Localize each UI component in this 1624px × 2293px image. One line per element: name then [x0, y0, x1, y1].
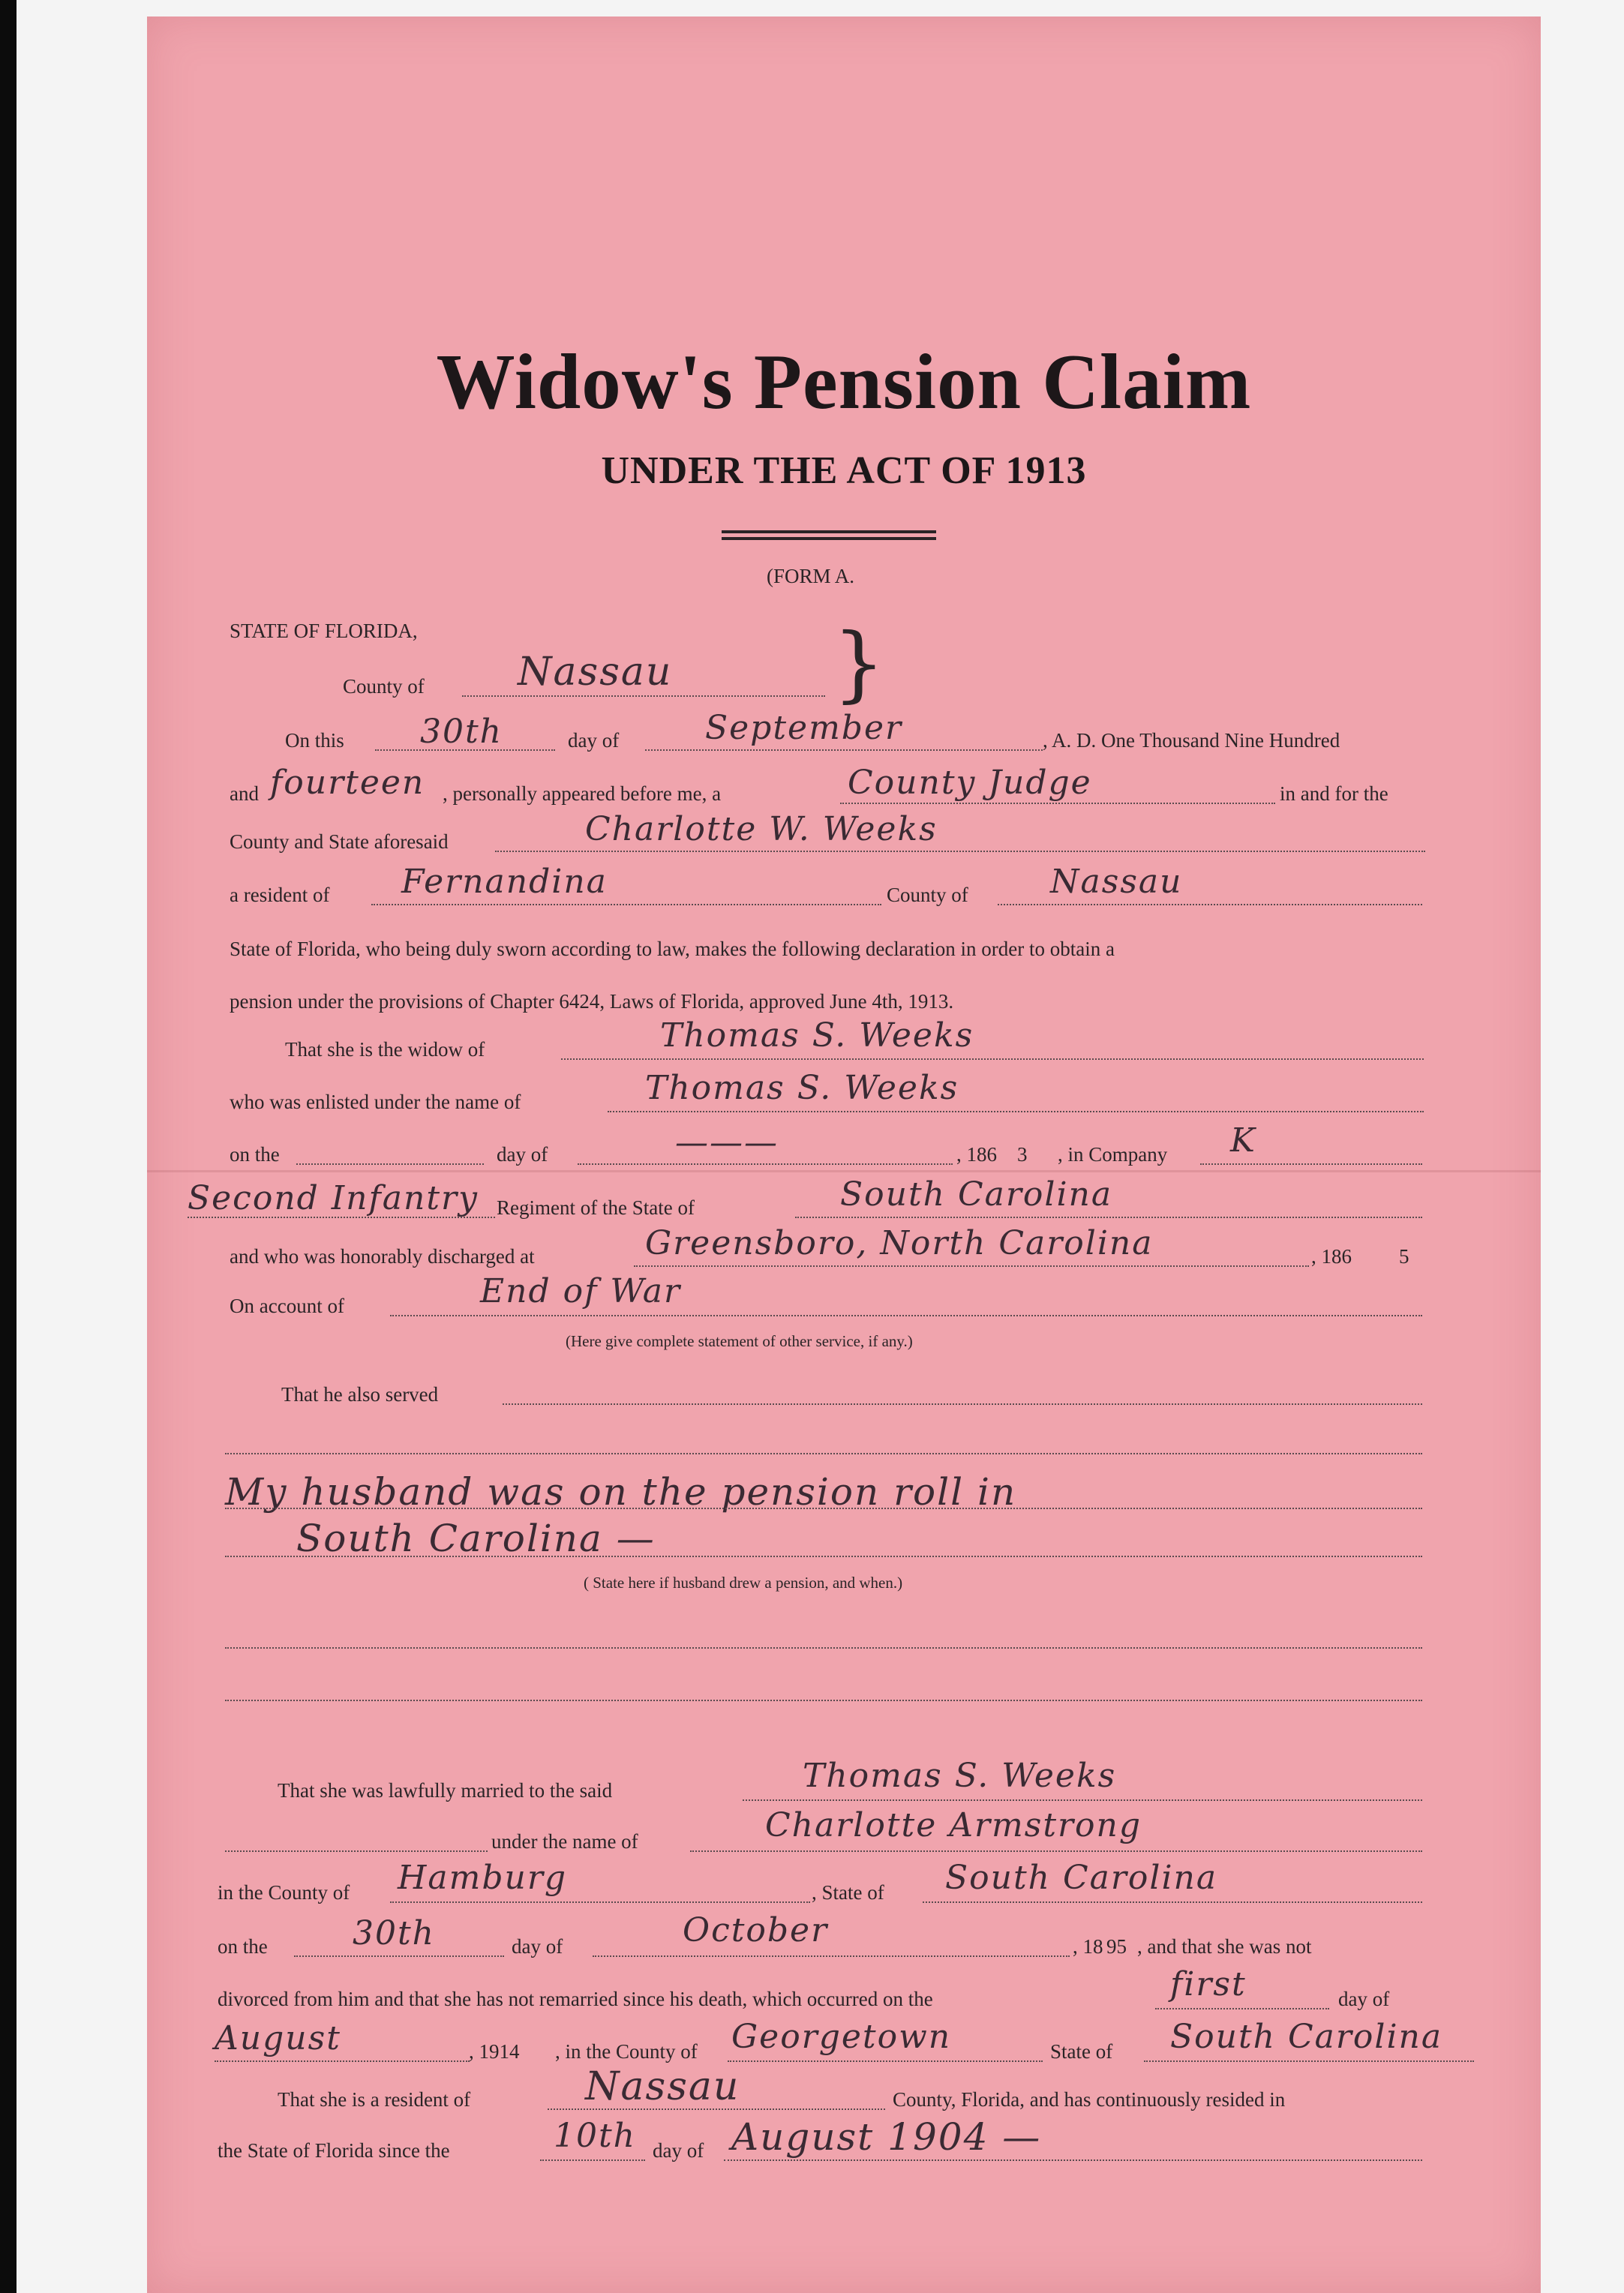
- day-of-label-2: day of: [497, 1143, 548, 1166]
- blank-line-1: [225, 1647, 1422, 1649]
- enlisted-line: [608, 1111, 1424, 1112]
- account-line: [390, 1315, 1422, 1316]
- day-of-label-4: day of: [1338, 1988, 1390, 2010]
- year-186-digit: 3: [1017, 1143, 1028, 1166]
- death-state: South Carolina: [1170, 2018, 1443, 2056]
- county-line: [462, 695, 825, 697]
- name-of-leadin-line: [225, 1850, 488, 1852]
- page-subtitle: UNDER THE ACT OF 1913: [601, 449, 1087, 492]
- form-label: (FORM A.: [767, 565, 855, 587]
- ad-text: , A. D. One Thousand Nine Hundred: [1043, 729, 1340, 752]
- regiment-text: Regiment of the State of: [497, 1196, 695, 1219]
- state-label: STATE OF FLORIDA,: [230, 620, 418, 642]
- county-of-label-3: in the County of: [218, 1881, 350, 1904]
- service-line-2: [225, 1453, 1422, 1454]
- enlist-day-line: [296, 1163, 484, 1165]
- enlisted-value: Thomas S. Weeks: [645, 1069, 959, 1107]
- married-label: That she was lawfully married to the said: [278, 1779, 613, 1802]
- pension-line-1: [225, 1508, 1422, 1509]
- discharge-place: Greensboro, North Carolina: [645, 1224, 1154, 1262]
- year-186-text: , 186: [956, 1143, 997, 1166]
- marriage-month-line: [593, 1955, 1070, 1957]
- day-of-label: day of: [568, 729, 620, 752]
- title-rule-bottom: [722, 537, 936, 540]
- since-date-line: [724, 2159, 1422, 2161]
- also-served-line: [503, 1403, 1422, 1405]
- state-of-label: , State of: [812, 1881, 884, 1904]
- declaration-line-1: State of Florida, who being duly sworn according to law, makes the following declaration in order to obtain a: [230, 938, 1115, 960]
- resident-county: Nassau: [585, 2064, 740, 2109]
- married-line: [743, 1799, 1422, 1801]
- county-label: County of: [343, 675, 425, 698]
- death-month-line: [215, 2060, 470, 2062]
- also-served-label: That he also served: [281, 1383, 439, 1406]
- marriage-month: October: [683, 1911, 829, 1949]
- since-label: the State of Florida since the: [218, 2139, 450, 2162]
- widow-of-label: That she is the widow of: [285, 1038, 485, 1061]
- discharged-text: and who was honorably discharged at: [230, 1245, 535, 1268]
- death-county: Georgetown: [731, 2018, 952, 2056]
- year-186b-text: , 186: [1311, 1245, 1352, 1268]
- county-value-2: Nassau: [1050, 863, 1183, 901]
- company-value: K: [1230, 1121, 1256, 1160]
- claimant-value: Charlotte W. Weeks: [585, 810, 938, 848]
- on-the-label: on the: [230, 1143, 280, 1166]
- month-line: [645, 749, 1043, 751]
- residence-line: [371, 904, 881, 905]
- pension-line-2: [225, 1556, 1422, 1557]
- death-state-text: State of: [1050, 2040, 1113, 2063]
- appeared-text: , personally appeared before me, a: [443, 782, 722, 805]
- resident-label: That she is a resident of: [278, 2088, 471, 2111]
- official-value: County Judge: [848, 764, 1092, 802]
- pension-caption: ( State here if husband drew a pension, and when.): [584, 1574, 903, 1592]
- marriage-state: South Carolina: [945, 1859, 1218, 1897]
- marriage-day-line: [294, 1955, 504, 1957]
- enlist-dash: ———: [675, 1124, 779, 1162]
- divorced-text: divorced from him and that she has not remarried since his death, which occurred on the: [218, 1988, 933, 2010]
- maiden-name: Charlotte Armstrong: [765, 1806, 1142, 1844]
- marriage-year-digits: 95: [1106, 1935, 1127, 1958]
- claimant-line: [495, 851, 1425, 852]
- death-county-text: , in the County of: [555, 2040, 698, 2063]
- pension-roll-1: My husband was on the pension roll in: [225, 1470, 1017, 1514]
- regiment-state-line: [795, 1217, 1422, 1218]
- scan-edge: [0, 0, 17, 2293]
- residence-value: Fernandina: [401, 863, 608, 901]
- year-189-text: , 18: [1073, 1935, 1103, 1958]
- account-label: On account of: [230, 1295, 344, 1317]
- death-month: August: [215, 2019, 341, 2057]
- company-line: [1200, 1163, 1422, 1165]
- death-county-line: [728, 2060, 1043, 2062]
- county-line-2: [998, 904, 1422, 905]
- resided-text: County, Florida, and has continuously resided in: [893, 2088, 1286, 2111]
- page-title: Widow's Pension Claim: [436, 338, 1252, 425]
- county-value: Nassau: [518, 650, 673, 695]
- account-value: End of War: [480, 1272, 682, 1310]
- declaration-line-2: pension under the provisions of Chapter 6424, Laws of Florida, approved June 4th, 1913.: [230, 990, 954, 1013]
- enlist-month-line: [578, 1163, 953, 1165]
- since-day-line: [540, 2159, 645, 2161]
- county-of-label-2: County of: [887, 884, 968, 906]
- county-state-text: County and State aforesaid: [230, 830, 449, 853]
- regiment-line: [188, 1217, 495, 1218]
- marriage-county-line: [390, 1901, 810, 1903]
- since-day: 10th: [554, 2117, 637, 2155]
- enlisted-as-label: who was enlisted under the name of: [230, 1091, 521, 1113]
- and-label: and: [230, 782, 259, 805]
- county-brace: }: [833, 615, 885, 711]
- maiden-line: [690, 1850, 1422, 1852]
- in-and-for-text: in and for the: [1280, 782, 1388, 805]
- day-of-label-3: day of: [512, 1935, 563, 1958]
- married-husband: Thomas S. Weeks: [803, 1757, 1117, 1795]
- husband-value: Thomas S. Weeks: [660, 1016, 974, 1055]
- title-rule-top: [722, 530, 936, 533]
- service-caption: (Here give complete statement of other service, if any.): [566, 1332, 913, 1350]
- since-date: August 1904 —: [731, 2115, 1042, 2159]
- death-year: , 1914: [469, 2040, 520, 2063]
- death-day: first: [1170, 1965, 1247, 2003]
- regiment-state: South Carolina: [840, 1175, 1113, 1214]
- death-day-line: [1155, 2008, 1329, 2009]
- not-divorced-text: , and that she was not: [1137, 1935, 1312, 1958]
- regiment-value: Second Infantry: [188, 1179, 479, 1217]
- name-of-label: under the name of: [491, 1830, 638, 1853]
- paper-fold: [147, 1170, 1541, 1172]
- resident-of-label: a resident of: [230, 884, 330, 906]
- marriage-day: 30th: [353, 1914, 436, 1952]
- on-the-label-2: on the: [218, 1935, 268, 1958]
- official-line: [840, 803, 1275, 804]
- day-value: 30th: [420, 713, 503, 751]
- year-value: fourteen: [270, 764, 425, 802]
- company-text: , in Company: [1058, 1143, 1168, 1166]
- on-this-label: On this: [285, 729, 344, 752]
- blank-line-2: [225, 1700, 1422, 1701]
- marriage-state-line: [923, 1901, 1422, 1903]
- marriage-county: Hamburg: [398, 1859, 568, 1897]
- discharge-line: [634, 1265, 1309, 1267]
- year-186b-digit: 5: [1399, 1245, 1409, 1268]
- pension-roll-2: South Carolina —: [296, 1517, 656, 1560]
- day-of-label-5: day of: [653, 2139, 704, 2162]
- death-state-line: [1144, 2060, 1474, 2062]
- month-value: September: [705, 709, 903, 747]
- husband-line: [561, 1058, 1424, 1060]
